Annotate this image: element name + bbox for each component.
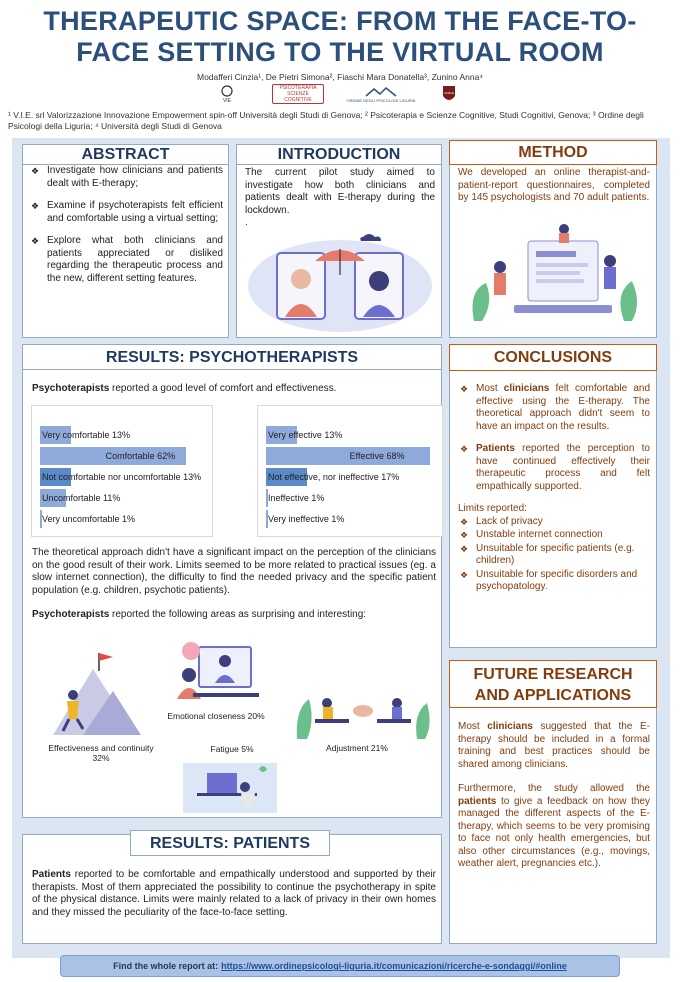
introduction-dot: . <box>245 217 248 228</box>
caption-emotional-closeness: Emotional closeness 20% <box>167 711 265 721</box>
logo-ordine <box>346 84 416 104</box>
abstract-header: ABSTRACT <box>22 144 229 165</box>
logo-vie <box>214 84 240 104</box>
logo-psicoterapia: PSICOTERAPIA SCIENZE COGNITIVE <box>272 84 324 104</box>
method-panel <box>449 148 657 338</box>
limit-item: ❖ Lack of privacy <box>458 516 650 529</box>
results-psy-areas-intro: Psychoterapists reported the following areas as surprising and interesting: <box>32 609 367 620</box>
caption-fatigue: Fatigue 5% <box>210 744 254 754</box>
conclusion-item: ❖ Patients reported the perception to have continued effectively their therapeutic process and felt empathically supported. <box>458 443 650 493</box>
chart-bar-label: Very effective 13% <box>268 430 343 440</box>
results-patients-header: RESULTS: PATIENTS <box>130 830 330 856</box>
limit-item: ❖ Unsuitable for specific patients (e.g. children) <box>458 543 650 568</box>
chart-bar-label: Ineffective 1% <box>268 493 325 503</box>
results-psychotherapists-header: RESULTS: PSYCHOTHERAPISTS <box>22 344 442 370</box>
chart-bar-label: Very uncomfortable 1% <box>42 514 136 524</box>
video-call-illustration <box>245 231 435 333</box>
abstract-item: ❖ Investigate how clinicians and patients dealt with E-therapy; <box>29 165 223 190</box>
results-psy-paragraph: The theoretical approach didn't have a significant impact on the perception of the clinicians on the good result of their work. Limits seemed to be more related to practical issues (eg. a slow internet connection), the difficulty to find the needed privacy and the specific patient population (e.g. children, psychotic patients). <box>32 547 436 596</box>
svg-text:ORDINE DEGLI PSICOLOGI LIGURIA: ORDINE DEGLI PSICOLOGI LIGURIA <box>346 98 416 103</box>
affiliations: ¹ V.I.E. srl Valorizzazione Innovazione Empowerment spin-off Università degli Studi di Genova; ² Psicoterapia e Scienze Cognitive, Studi Cognitivi, Genova; ³ Ordine degli Psicologi della Liguria; ⁴ Università degli Studi di Genova <box>8 110 644 131</box>
chart-bar-label: Very comfortable 13% <box>42 430 131 440</box>
chart-bar-label: Uncomfortable 11% <box>42 493 121 503</box>
effectiveness-bars <box>258 406 444 538</box>
limits-title: Limits reported: <box>458 503 527 514</box>
comfort-bars <box>32 406 214 538</box>
survey-illustration <box>464 221 644 333</box>
method-text: We developed an online therapist-and-patient-report questionnaires, completed by 145 psychologists and 70 adult patients. <box>458 167 650 203</box>
future-paragraph-1: Most clinicians suggested that the E-therapy should be included in a formal training and best practices should be shared among clinicians. <box>458 721 651 770</box>
chart-bar <box>266 447 430 465</box>
future-research-header: FUTURE RESEARCH AND APPLICATIONS <box>449 660 657 708</box>
logos <box>200 84 480 106</box>
chart-bar-label: Not comfortable nor uncomfortable 13% <box>42 472 202 482</box>
abstract-list <box>29 165 223 285</box>
caption-adjustment: Adjustment 21% <box>326 743 388 753</box>
svg-text:VIE: VIE <box>222 98 232 104</box>
mountain-climber-illustration <box>43 639 143 739</box>
report-link[interactable]: https://www.ordinepsicologi-liguria.it/comunicazioni/ricerche-e-sondaggi/#online <box>221 961 567 971</box>
comfort-chart <box>31 405 213 537</box>
conclusions-panel <box>449 348 657 648</box>
logo-unige <box>440 84 458 104</box>
abstract-item: ❖ Examine if psychoterapists felt efficient and comfortable using a virtual setting; <box>29 200 223 225</box>
limit-item: ❖ Unsuitable for specific disorders and psychopatology. <box>458 569 650 594</box>
chart-bar-label: Not effective, nor ineffective 17% <box>268 472 400 482</box>
introduction-panel <box>236 148 442 338</box>
results-psy-intro: Psychoterapists reported a good level of comfort and effectiveness. <box>32 383 337 394</box>
limits-list <box>458 516 650 594</box>
abstract-panel <box>22 148 229 338</box>
results-psychotherapists-panel <box>22 348 442 818</box>
conclusions-list <box>458 383 650 493</box>
chart-bar-label: Very ineffective 1% <box>268 514 345 524</box>
footer-label: Find the whole report at: <box>113 961 219 971</box>
authors: Modafferi Cinzia¹, De Pietri Simona², Fiaschi Mara Donatella³, Zunino Anna⁴ <box>196 72 483 82</box>
effectiveness-chart <box>257 405 443 537</box>
footer-banner <box>60 955 620 977</box>
conclusion-item: ❖ Most clinicians felt comfortable and effective using the E-therapy. The theoretical approach didn't seem to have an impact on the results. <box>458 383 650 433</box>
poster-title: THERAPEUTIC SPACE: FROM THE FACE-TO-FACE SETTING TO THE VIRTUAL ROOM <box>43 6 637 67</box>
adjustment-illustration <box>293 679 433 741</box>
fatigue-illustration <box>183 763 277 813</box>
future-paragraph-2: Furthermore, the study allowed the patients to give a feedback on how they managed the different aspects of the E-therapy, which seems to be very promising to face not only health emergencies, but also other circumstances (e.g., movings, weather alert, pregnancies etc.). <box>458 783 650 869</box>
method-header: METHOD <box>449 140 657 165</box>
introduction-text: The current pilot study aimed to investigate how both clinicians and patients dealt with E-therapy during the lockdown. <box>245 167 435 216</box>
conclusions-header: CONCLUSIONS <box>449 344 657 371</box>
introduction-header: INTRODUCTION <box>236 144 442 165</box>
emotional-closeness-illustration <box>169 637 265 703</box>
results-patients-text: Patients reported to be comfortable and empathically understood and supported by their therapists. Most of them appreciated the possibility to continue the psychotherapy in spite of the physical distance. Limits were mainly related to a lack of privacy in their own homes and they missed the peculiarity of the face-to-face setting. <box>32 869 436 918</box>
chart-bar-label: Effective 68% <box>349 451 405 461</box>
chart-bar-label: Comfortable 62% <box>105 451 176 461</box>
abstract-item: ❖ Explore what both clinicians and patients appreciated or disliked regarding the therapeutic process and the new, different setting features. <box>29 235 223 285</box>
svg-text:UNIGE: UNIGE <box>444 91 454 95</box>
limit-item: ❖ Unstable internet connection <box>458 529 650 542</box>
caption-effectiveness: Effectiveness and continuity 32% <box>48 743 154 763</box>
